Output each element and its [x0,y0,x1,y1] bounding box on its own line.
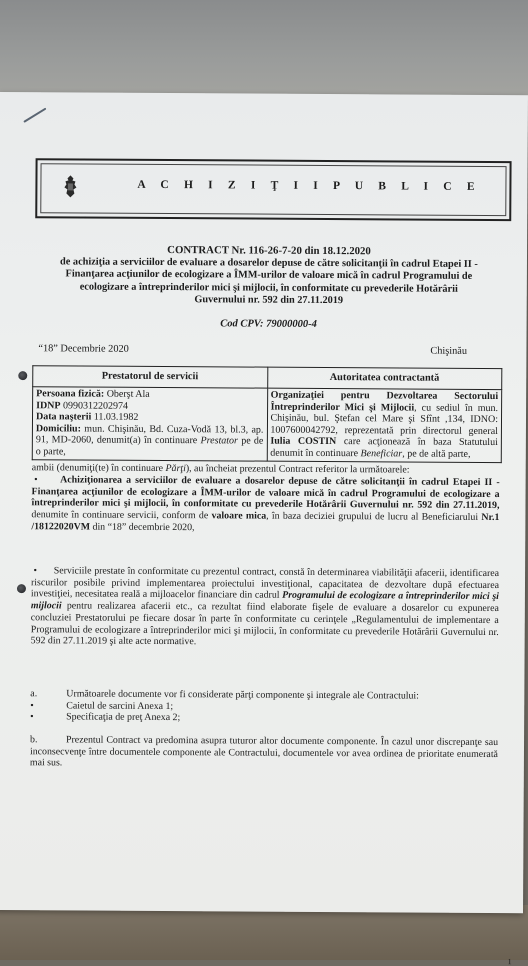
page-number: 1 [507,957,512,966]
birth-value: 11.03.1982 [91,411,139,424]
pen-mark [23,108,46,123]
parties-table [32,365,503,462]
person-label: Persoana fizică: [36,388,105,400]
bullet-paragraph-2 [31,565,499,650]
bullet-icon: • [31,565,40,577]
address-label: Domiciliu: [35,423,81,435]
contract-date: “18” Decembrie 2020 [38,343,129,355]
bullet-icon: • [30,699,34,711]
person-value: Oberşt Ala [104,388,150,400]
bullet2-program: Programului de ecologizare a întreprinderilor mici şi mijlocii [30,590,499,612]
coat-of-arms-icon [61,174,79,198]
col-provider-header: Prestatorul de servicii [33,366,268,388]
contract-subject-line: de achiziţia a serviciilor de evaluare a dosarelor depuse de către solicitanţii în cadrul Etapei II - [60,256,478,270]
bullet-icon: • [30,711,34,723]
bullet1-bold: Achiziţionarea a serviciilor de evaluare a dosarelor depuse de către solicitanţii în cadrul Etapei II - Finanţarea acţiunilor de ecologizare a ÎMM-urilor de valoare mică în cadrul Programului de ecologizare a întreprinderilor mici şi mijlocii, în conformitate cu prevederile Hotărârii Guvernului nr. 592 din 27.11.2019, [31,474,500,512]
contract-subject [39,256,499,308]
clause-b-text: Prezentul Contract va predomina asupra tuturor altor documente componente. În cazul unor discrepanţe sau inconsecvenţe între documentele componente ale Contractului, documentele vor avea ordinea de prioritate enumerată mai sus. [29,734,499,769]
clause-b [30,734,498,772]
clause-b-label: b. [30,734,38,746]
intro-start: ambii (denumiţi(te) în continuare [31,462,166,475]
authority-org-details: , cu sediul în mun. Chişinău, bul. Ştefan cel Mare şi Sfînt ,134, IDNO: 1007600042792, reprezentată prin directorul general [270,402,499,437]
desk-background-top [0,0,528,100]
clause-a-item1: Caietul de sarcini Anexa 1; [66,700,174,712]
idnp-value: 0990312202974 [60,399,129,412]
bullet1-mid2: , în baza deciziei grupului de lucru al Beneficiarului [266,510,482,524]
authority-role: Beneficiar [360,448,403,460]
provider-cell [32,387,267,461]
header-title: A C H I Z I Ţ I I P U B L I C E [137,178,481,193]
cpv-code: Cod CPV: 79000000-4 [220,318,317,330]
authority-org-name: Organizaţiei pentru Dezvoltarea Sectorului Întreprinderilor Mici şi Mijlocii [270,389,499,414]
contract-subject-line: ecologizare a întreprinderilor mici şi mijlocii, în conformitate cu prevederile Hotărârii [79,281,458,295]
address-value: mun. Chişinău, Bd. Cuza-Vodă 13, bl.3, ap. 91, MD-2060, denumit(a) în continuare [35,423,264,447]
contract-subject-line: Finanţarea acţiunilor de ecologizare a ÎMM-urilor de valoare mică în cadrul Programului de [65,268,473,283]
clause-a-label: a. [30,688,38,700]
bullet-icon: • [31,474,41,486]
bullet1-bold2: valoare mica [211,510,267,522]
authority-role-tail: , pe de altă parte, [402,448,471,460]
bullet-paragraph-1 [31,474,499,535]
bullet2-b: pentru realizarea afacerii etc., ca rezultat fiind elaborate fişele de evaluare a dosarelor cu expunerea concluziei Prestatorului pe fiecare dosar în parte în conformitate cu cerinţele „Regulamentului de implementare a Programului de ecologizare a întreprinderilor mici şi mijlocii, în conformitate cu prevederile Hotărârii Guvernului nr. 592 din 27.11.2019 şi alte acte normative. [30,600,499,648]
bullet2-a: Serviciile prestate în conformitate cu prezentul contract, constă în determinarea viabilităţii afacerii, identificarea riscurilor posibile privind implementarea proiectului investiţional, capacitatea de dezvoltare după efectuarea investiţiei, necesitatea reală a mijloacelor financiare din cadrul [30,565,500,602]
contract-number: CONTRACT Nr. 116-26-7-20 din 18.12.2020 [167,244,371,258]
birth-label: Data naşterii [35,411,92,423]
idnp-label: IDNP [36,399,61,411]
clause-a [30,688,498,726]
provider-role: Prestator [200,435,238,447]
punch-hole-icon [18,371,27,380]
punch-hole-icon [17,584,26,593]
bullet1-mid: denumite în continuare servicii, conform de [31,509,212,522]
intro-end: ), au încheiat prezentul Contract referitor la următoarele: [185,463,410,476]
authority-cell [267,388,502,462]
bullet1-end: din “18” decembrie 2020, [90,521,195,534]
document-page [0,92,528,966]
authority-director: Iulia COSTIN [270,436,337,448]
clause-a-item [30,712,498,727]
intro-parti: Părţi [165,463,186,475]
desk-background-bottom [0,905,528,960]
header-frame [35,158,511,221]
provider-role-tail: pe de o parte, [35,435,264,458]
contract-subject-line: Guvernului nr. 592 din 27.11.2019 [194,294,344,307]
clause-a-text: Următoarele documente vor fi considerate părţi componente şi integrale ale Contractului: [66,688,419,702]
col-authority-header: Autoritatea contractantă [267,367,502,389]
contract-city: Chişinău [430,345,468,357]
bullet1-bold3: Nr.1 /18122020VM [31,512,500,533]
clause-a-item2: Specificaţia de preţ Anexa 2; [66,711,181,724]
authority-director-tail: care acţionează în baza Statutului denumit în continuare [270,436,498,460]
